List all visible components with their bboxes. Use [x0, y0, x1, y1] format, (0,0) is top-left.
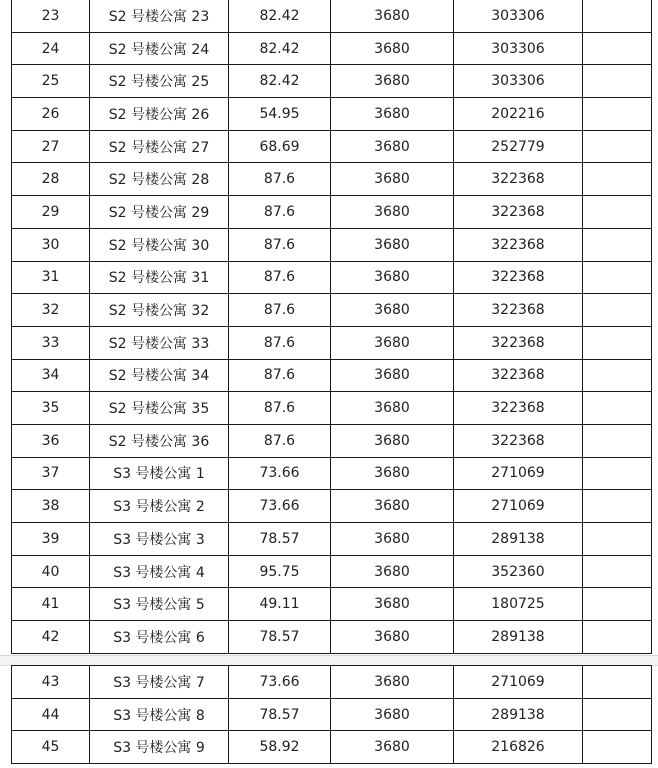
total-price-cell: 322368 — [454, 261, 583, 294]
total-price-cell: 352360 — [454, 555, 583, 588]
total-price-cell: 322368 — [454, 163, 583, 196]
row-number-cell: 37 — [12, 457, 90, 490]
total-price-cell: 303306 — [454, 65, 583, 98]
remark-cell — [583, 523, 652, 556]
table-body — [12, 0, 652, 653]
row-number-cell: 30 — [12, 228, 90, 261]
unit-name-cell: S3 号楼公寓 1 — [90, 457, 229, 490]
remark-cell — [583, 261, 652, 294]
remark-cell — [583, 490, 652, 523]
row-number-cell: 26 — [12, 98, 90, 131]
remark-cell — [583, 326, 652, 359]
row-number-cell: 34 — [12, 359, 90, 392]
table-row — [12, 196, 652, 229]
remark-cell — [583, 698, 652, 731]
unit-price-cell: 3680 — [331, 392, 454, 425]
total-price-cell: 289138 — [454, 698, 583, 731]
total-price-cell: 322368 — [454, 196, 583, 229]
table-body — [12, 666, 652, 764]
unit-name-cell: S2 号楼公寓 30 — [90, 228, 229, 261]
table-row — [12, 359, 652, 392]
area-cell: 82.42 — [229, 65, 331, 98]
unit-name-cell: S3 号楼公寓 8 — [90, 698, 229, 731]
area-cell: 73.66 — [229, 666, 331, 699]
row-number-cell: 25 — [12, 65, 90, 98]
unit-price-cell: 3680 — [331, 666, 454, 699]
row-number-cell: 23 — [12, 0, 90, 32]
area-cell: 87.6 — [229, 326, 331, 359]
area-cell: 68.69 — [229, 130, 331, 163]
unit-price-cell: 3680 — [331, 588, 454, 621]
area-cell: 54.95 — [229, 98, 331, 131]
remark-cell — [583, 130, 652, 163]
area-cell: 82.42 — [229, 0, 331, 32]
unit-price-cell: 3680 — [331, 359, 454, 392]
unit-price-cell: 3680 — [331, 228, 454, 261]
total-price-cell: 180725 — [454, 588, 583, 621]
table-row — [12, 65, 652, 98]
area-cell: 82.42 — [229, 32, 331, 65]
unit-name-cell: S2 号楼公寓 24 — [90, 32, 229, 65]
unit-price-cell: 3680 — [331, 523, 454, 556]
row-number-cell: 39 — [12, 523, 90, 556]
table-row — [12, 424, 652, 457]
row-number-cell: 42 — [12, 621, 90, 654]
remark-cell — [583, 196, 652, 229]
row-number-cell: 38 — [12, 490, 90, 523]
total-price-cell: 271069 — [454, 490, 583, 523]
unit-name-cell: S3 号楼公寓 4 — [90, 555, 229, 588]
area-cell: 58.92 — [229, 731, 331, 764]
table-row — [12, 32, 652, 65]
remark-cell — [583, 555, 652, 588]
area-cell: 87.6 — [229, 424, 331, 457]
remark-cell — [583, 294, 652, 327]
unit-price-cell: 3680 — [331, 731, 454, 764]
row-number-cell: 35 — [12, 392, 90, 425]
remark-cell — [583, 424, 652, 457]
table-row — [12, 555, 652, 588]
unit-price-cell: 3680 — [331, 163, 454, 196]
table-row — [12, 392, 652, 425]
area-cell: 73.66 — [229, 457, 331, 490]
table-row — [12, 457, 652, 490]
total-price-cell: 202216 — [454, 98, 583, 131]
unit-price-cell: 3680 — [331, 130, 454, 163]
unit-name-cell: S2 号楼公寓 23 — [90, 0, 229, 32]
remark-cell — [583, 621, 652, 654]
row-number-cell: 41 — [12, 588, 90, 621]
total-price-cell: 303306 — [454, 0, 583, 32]
table-row — [12, 731, 652, 764]
area-cell: 87.6 — [229, 228, 331, 261]
row-number-cell: 40 — [12, 555, 90, 588]
unit-name-cell: S3 号楼公寓 2 — [90, 490, 229, 523]
table-row — [12, 698, 652, 731]
row-number-cell: 44 — [12, 698, 90, 731]
area-cell: 87.6 — [229, 392, 331, 425]
total-price-cell: 322368 — [454, 424, 583, 457]
price-table-top — [11, 0, 652, 654]
area-cell: 78.57 — [229, 523, 331, 556]
unit-name-cell: S2 号楼公寓 29 — [90, 196, 229, 229]
unit-name-cell: S2 号楼公寓 34 — [90, 359, 229, 392]
unit-name-cell: S2 号楼公寓 27 — [90, 130, 229, 163]
table-row — [12, 261, 652, 294]
total-price-cell: 216826 — [454, 731, 583, 764]
area-cell: 95.75 — [229, 555, 331, 588]
total-price-cell: 252779 — [454, 130, 583, 163]
table-row — [12, 490, 652, 523]
row-number-cell: 43 — [12, 666, 90, 699]
remark-cell — [583, 392, 652, 425]
total-price-cell: 322368 — [454, 228, 583, 261]
row-number-cell: 24 — [12, 32, 90, 65]
unit-name-cell: S2 号楼公寓 32 — [90, 294, 229, 327]
row-number-cell: 28 — [12, 163, 90, 196]
remark-cell — [583, 32, 652, 65]
unit-name-cell: S2 号楼公寓 25 — [90, 65, 229, 98]
unit-name-cell: S3 号楼公寓 7 — [90, 666, 229, 699]
area-cell: 78.57 — [229, 698, 331, 731]
unit-name-cell: S2 号楼公寓 35 — [90, 392, 229, 425]
remark-cell — [583, 359, 652, 392]
table-row — [12, 130, 652, 163]
table-row — [12, 326, 652, 359]
unit-price-cell: 3680 — [331, 555, 454, 588]
unit-name-cell: S2 号楼公寓 33 — [90, 326, 229, 359]
unit-price-cell: 3680 — [331, 65, 454, 98]
row-number-cell: 36 — [12, 424, 90, 457]
unit-name-cell: S2 号楼公寓 31 — [90, 261, 229, 294]
unit-name-cell: S3 号楼公寓 6 — [90, 621, 229, 654]
row-number-cell: 33 — [12, 326, 90, 359]
unit-name-cell: S3 号楼公寓 9 — [90, 731, 229, 764]
total-price-cell: 303306 — [454, 32, 583, 65]
remark-cell — [583, 666, 652, 699]
remark-cell — [583, 163, 652, 196]
unit-name-cell: S2 号楼公寓 36 — [90, 424, 229, 457]
unit-price-cell: 3680 — [331, 196, 454, 229]
table-row — [12, 588, 652, 621]
unit-price-cell: 3680 — [331, 32, 454, 65]
table-row — [12, 0, 652, 32]
unit-price-cell: 3680 — [331, 424, 454, 457]
row-number-cell: 31 — [12, 261, 90, 294]
unit-price-cell: 3680 — [331, 621, 454, 654]
area-cell: 87.6 — [229, 294, 331, 327]
row-number-cell: 27 — [12, 130, 90, 163]
area-cell: 87.6 — [229, 196, 331, 229]
row-number-cell: 45 — [12, 731, 90, 764]
area-cell: 87.6 — [229, 261, 331, 294]
remark-cell — [583, 0, 652, 32]
area-cell: 73.66 — [229, 490, 331, 523]
remark-cell — [583, 228, 652, 261]
row-number-cell: 29 — [12, 196, 90, 229]
table-row — [12, 523, 652, 556]
table-row — [12, 228, 652, 261]
total-price-cell: 322368 — [454, 392, 583, 425]
total-price-cell: 322368 — [454, 326, 583, 359]
price-table-bottom — [11, 665, 652, 764]
total-price-cell: 322368 — [454, 359, 583, 392]
total-price-cell: 271069 — [454, 457, 583, 490]
unit-price-cell: 3680 — [331, 326, 454, 359]
unit-name-cell: S2 号楼公寓 28 — [90, 163, 229, 196]
unit-name-cell: S2 号楼公寓 26 — [90, 98, 229, 131]
row-number-cell: 32 — [12, 294, 90, 327]
area-cell: 49.11 — [229, 588, 331, 621]
area-cell: 87.6 — [229, 359, 331, 392]
remark-cell — [583, 65, 652, 98]
unit-price-cell: 3680 — [331, 698, 454, 731]
table-row — [12, 294, 652, 327]
total-price-cell: 271069 — [454, 666, 583, 699]
unit-name-cell: S3 号楼公寓 5 — [90, 588, 229, 621]
remark-cell — [583, 457, 652, 490]
table-row — [12, 666, 652, 699]
remark-cell — [583, 731, 652, 764]
total-price-cell: 322368 — [454, 294, 583, 327]
table-row — [12, 163, 652, 196]
unit-price-cell: 3680 — [331, 98, 454, 131]
unit-name-cell: S3 号楼公寓 3 — [90, 523, 229, 556]
area-cell: 87.6 — [229, 163, 331, 196]
remark-cell — [583, 588, 652, 621]
remark-cell — [583, 98, 652, 131]
total-price-cell: 289138 — [454, 523, 583, 556]
table-row — [12, 98, 652, 131]
total-price-cell: 289138 — [454, 621, 583, 654]
unit-price-cell: 3680 — [331, 490, 454, 523]
table-row — [12, 621, 652, 654]
unit-price-cell: 3680 — [331, 294, 454, 327]
unit-price-cell: 3680 — [331, 261, 454, 294]
area-cell: 78.57 — [229, 621, 331, 654]
unit-price-cell: 3680 — [331, 0, 454, 32]
unit-price-cell: 3680 — [331, 457, 454, 490]
